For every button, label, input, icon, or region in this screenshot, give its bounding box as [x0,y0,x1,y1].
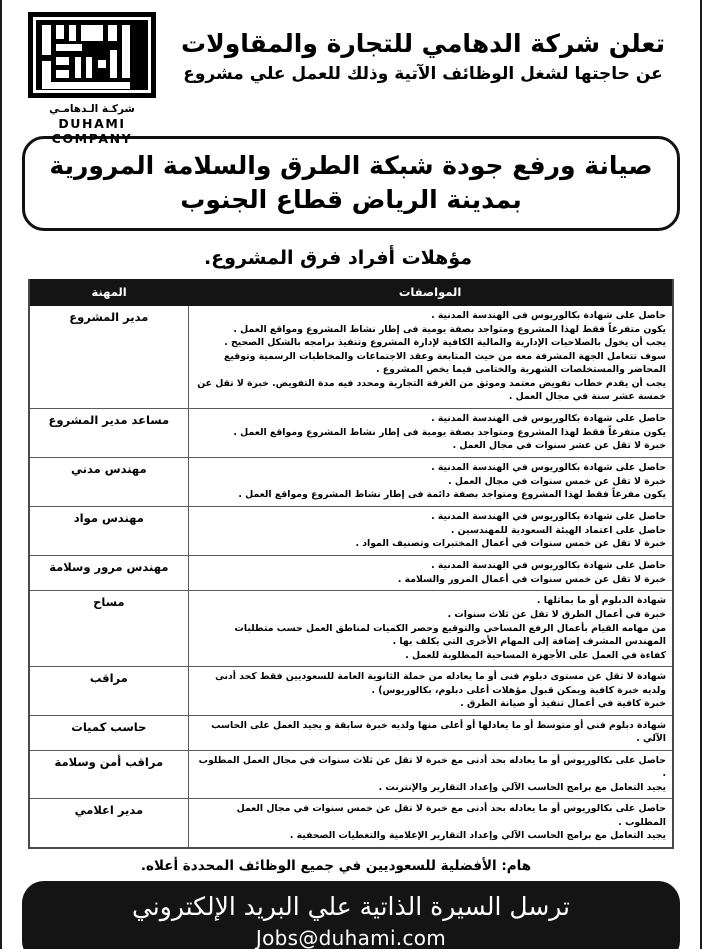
footer-contact-box [22,881,680,949]
cell-profession: مساح [30,591,188,667]
cell-specifications [188,408,672,457]
specification-list [195,510,666,551]
headline-secondary: عن حاجتها لشغل الوظائف الآتية وذلك للعمل علي مشروع [183,64,663,85]
specification-item: يكون متفرغاً فقط لهذا المشروع ومتواجد بصفة يومية فى إطار نشاط المشروع ومواقع العمل . [195,426,666,439]
specification-list [195,461,666,502]
specification-item: خبرة في أعمال الطرق لا تقل عن ثلاث سنوات . [195,608,666,621]
cell-specifications [188,667,672,716]
headline-primary: تعلن شركة الدهامي للتجارة والمقاولات [180,29,665,58]
specification-item: حاصل على شهادة بكالوريوس في الهندسة المدنية . [195,461,666,474]
table-body [30,306,672,847]
table-row [30,306,672,408]
specification-item: شهادة لا تقل عن مستوى دبلوم فنى أو ما يعادله من حملة الثانوية العامة للسعوديين فقط كحد أدنى ولديه خبرة كافية ويمكن قبول مؤهلات أعلى دبلوم، بكالوريوس) . [195,670,666,696]
specification-list [195,802,666,842]
cell-specifications [188,591,672,667]
cell-specifications [188,750,672,799]
cell-specifications [188,457,672,506]
cell-profession: مراقب [30,667,188,716]
specification-item: يكون متفرغاً فقط لهذا المشروع ومتواجد بصفة يومية فى إطار نشاط المشروع ومواقع العمل . [195,323,666,336]
header-text-block [168,12,682,86]
specification-list [195,412,666,453]
specification-item: شهادة الدبلوم أو ما يماثلها . [195,594,666,607]
specification-item: حاصل على شهادة بكالوريوس فى الهندسة المدنية . [195,412,666,425]
specification-item: حاصل على شهادة بكالوريوس في الهندسة المدنية . [195,510,666,523]
cell-profession: حاسب كميات [30,715,188,750]
page-header [2,0,700,146]
specification-list [195,754,666,794]
cell-profession: مدير المشروع [69,310,149,324]
specification-item: خبرة لا تقل عن خمس سنوات في أعمال المرور والسلامة . [195,573,666,586]
table-head [30,279,672,306]
specification-list [195,719,666,745]
specification-item: خبرة كافية في أعمال تنفيذ أو صيانة الطرق . [195,697,666,710]
table-row [30,408,672,457]
cell-specifications [188,799,672,847]
cell-profession: مهندس مرور وسلامة [30,556,188,591]
table-row [30,506,672,555]
cell-profession: مهندس مدني [30,457,188,506]
company-logo-block [16,12,168,146]
footer-instruction: ترسل السيرة الذاتية علي البريد الإلكتروني [131,891,571,921]
specification-item: يكون مفرغاً فقط لهذا المشروع ومتواجد بصفة دائمة فى إطار نشاط المشروع ومواقع العمل . [195,488,666,501]
section-title: مؤهلات أفراد فرق المشروع. [203,247,473,269]
specification-item: يجيد التعامل مع برامج الحاسب الآلي وإعداد التقارير والإنترنت . [195,781,666,794]
cell-specifications [188,715,672,750]
column-header-profession: المهنة [30,279,188,306]
qualifications-table [30,279,672,847]
specification-item: يجب أن يخول بالصلاحيات الإدارية والمالية الكافية لإدارة المشروع وتنفيذ برامجه بالشكل الصحيح . [195,336,666,349]
specification-item: خبرة لا تقل عن عشر سنوات في مجال العمل . [195,439,666,452]
specification-item: حاصل على اعتماد الهيئة السعودية للمهندسين . [195,524,666,537]
column-header-specifications: المواصفات [188,279,672,306]
cell-profession: مراقب أمن وسلامة [30,750,188,799]
specification-item: من مهامه القيام بأعمال الرفع المساحي والتوقيع وحصر الكميات لمناطق العمل حسب متطلبات المهندس المشرف إضافة إلى المهام الأخرى التي يكلف بها . [195,622,666,648]
specification-item: شهادة دبلوم فني أو متوسط أو ما يعادلها أو أعلى منها ولديه خبرة سابقة و يجيد العمل على الحاسب الآلي . [195,719,666,745]
project-title-line-1: صيانة ورفع جودة شبكة الطرق والسلامة المرورية [49,151,653,180]
specification-item: يجب أن يقدم خطاب تفويض معتمد وموثق من الغرفة التجارية ومحدد فيه مدة التفويض. خبرة لا تقل عن خمسة عشر سنة في مجال العمل . [195,377,666,403]
specification-list [195,670,666,710]
specification-item: كفاءة في العمل على الأجهزة المساحية المطلوبة للعمل . [195,649,666,662]
specification-item: حاصل على شهادة بكالوريوس فى الهندسة المدنية . [195,309,666,322]
table-header-row [30,279,672,306]
table-row [30,457,672,506]
cell-specifications [188,506,672,555]
specification-item: خبرة لا تقل عن خمس سنوات في أعمال المختبرات وتصنيف المواد . [195,537,666,550]
cell-profession: مدير اعلامي [30,799,188,847]
specification-item: خبرة لا تقل عن خمس سنوات في مجال العمل . [195,475,666,488]
table-row [30,591,672,667]
duhami-logo-icon [28,12,156,98]
important-note: هام: الأفضلية للسعوديين في جميع الوظائف المحددة أعلاه. [140,857,532,874]
table-row [30,750,672,799]
specification-item: سوف تتعامل الجهة المشرفة معه من حيث المتابعة وعقد الاجتماعات والمخاطبات الرسمية وتوقيع المحاضر والمستخلصات الشهرية والختامى فيما يخص المشروع . [195,350,666,376]
contact-email[interactable]: Jobs@duhami.com [255,926,447,949]
cell-specifications [188,556,672,591]
table-row [30,556,672,591]
specification-list [195,309,666,403]
cell-specifications [188,306,672,408]
table-row [30,667,672,716]
specification-list [195,559,666,586]
company-name-english: DUHAMI COMPANY [51,116,133,146]
specification-item: يجيد التعامل مع برامج الحاسب الآلي وإعداد التقارير الإعلامية والتغطيات الصحفية . [195,829,666,842]
specification-list [195,594,666,661]
qualifications-table-wrapper [28,279,674,849]
project-title-line-2: بمدينة الرياض قطاع الجنوب [180,184,522,214]
cell-profession: مساعد مدير المشروع [30,408,188,457]
specification-item: حاصل على بكالوريوس أو ما يعادله بحد أدنى مع خبرة لا تقل عن ثلاث سنوات في مجال العمل المطلوب . [195,754,666,780]
specification-item: حاصل على بكالوريوس أو ما يعادله بحد أدنى مع خبرة لا تقل عن خمس سنوات في مجال العمل المطلوب . [195,802,666,828]
cell-profession: مهندس مواد [30,506,188,555]
project-title-box [22,136,680,231]
company-name-arabic: شركـة الـدهامـي [49,103,135,115]
specification-item: حاصل على شهادة بكالوريوس في الهندسة المدنية . [195,559,666,572]
table-row [30,799,672,847]
table-row [30,715,672,750]
